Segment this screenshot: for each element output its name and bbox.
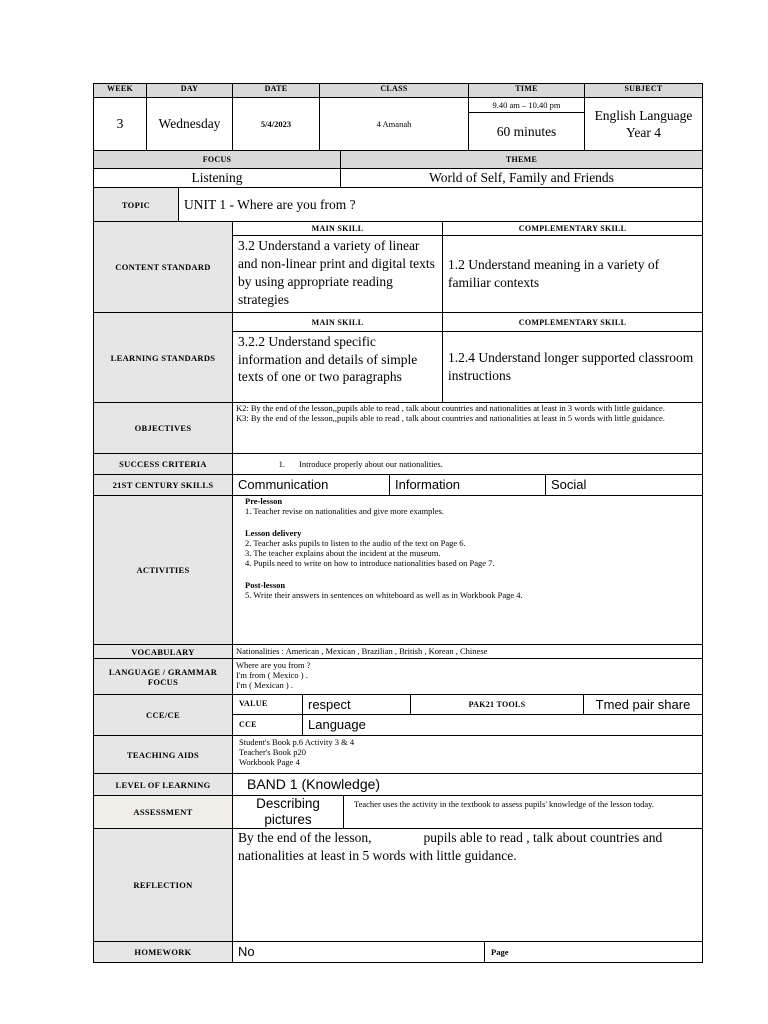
topic-label: TOPIC <box>93 187 179 222</box>
cce-value: Language <box>302 714 703 736</box>
activity-1: 1. Teacher revise on nationalities and give more examples. <box>245 506 444 516</box>
teaching-aid-1: Student's Book p.6 Activity 3 & 4 <box>239 737 355 747</box>
value-value: respect <box>302 694 411 715</box>
level-of-learning-label: LEVEL OF LEARNING <box>93 773 233 796</box>
reflection-value <box>232 828 703 942</box>
content-main-skill-header: MAIN SKILL <box>232 221 443 236</box>
pak21-value: Tmed pair share <box>583 694 703 715</box>
objective-k2: K2: By the end of the lesson,,pupils able to read , talk about countries and nationalities at least in 3 words with little guidance. <box>236 403 665 413</box>
vocabulary-label: VOCABULARY <box>93 644 233 659</box>
duration: 60 minutes <box>468 112 585 151</box>
success-text: Introduce properly about our nationalities. <box>299 459 443 469</box>
value-header: VALUE <box>232 694 303 715</box>
learning-main-skill: 3.2.2 Understand specific information and details of simple texts of one or two paragraphs <box>232 331 443 403</box>
learning-main-skill-header: MAIN SKILL <box>232 312 443 332</box>
cce-ce-label: CCE/CE <box>93 694 233 736</box>
teaching-aid-3: Workbook Page 4 <box>239 757 300 767</box>
objectives-value <box>232 402 703 454</box>
date-header: DATE <box>232 83 320 98</box>
time-range: 9.40 am – 10.40 pm <box>468 97 585 113</box>
class-value: 4 Amanah <box>319 97 469 151</box>
skill-communication: Communication <box>232 474 390 496</box>
activity-4: 4. Pupils need to write on how to introduce nationalities based on Page 7. <box>245 558 495 568</box>
activity-5: 5. Write their answers in sentences on whiteboard as well as in Workbook Page 4. <box>245 590 523 600</box>
objective-k3: K3: By the end of the lesson,,pupils able to read , talk about countries and nationalities at least in 5 words with little guidance. <box>236 413 665 423</box>
success-criteria-value <box>232 453 703 475</box>
time-header: TIME <box>468 83 585 98</box>
cce-header: CCE <box>232 714 303 736</box>
content-standard-label: CONTENT STANDARD <box>93 221 233 313</box>
theme-value: World of Self, Family and Friends <box>340 168 703 188</box>
reflection-label: REFLECTION <box>93 828 233 942</box>
success-number: 1. <box>278 459 285 469</box>
pak21-header: PAK21 TOOLS <box>410 694 584 715</box>
content-comp-skill: 1.2 Understand meaning in a variety of familiar contexts <box>442 235 703 313</box>
activity-2: 2. Teacher asks pupils to listen to the audio of the text on Page 6. <box>245 538 466 548</box>
teaching-aids-value <box>232 735 703 774</box>
week-header: WEEK <box>93 83 147 98</box>
grammar-line-1: Where are you from ? <box>236 660 311 670</box>
grammar-focus-label: LANGUAGE / GRAMMAR FOCUS <box>93 658 233 695</box>
subject-value: English Language Year 4 <box>584 97 703 151</box>
assessment-method: Describing pictures <box>232 795 344 829</box>
grammar-line-2: I'm from ( Mexico ) . <box>236 670 308 680</box>
vocabulary-value: Nationalities : American , Mexican , Brazilian , British , Korean , Chinese <box>232 644 703 659</box>
success-criteria-label: SUCCESS CRITERIA <box>93 453 233 475</box>
day-value: Wednesday <box>146 97 233 151</box>
activity-3: 3. The teacher explains about the incident at the museum. <box>245 548 441 558</box>
subject-header: SUBJECT <box>584 83 703 98</box>
assessment-note: Teacher uses the activity in the textbook to assess pupils' knowledge of the lesson today. <box>343 795 703 829</box>
assessment-label: ASSESSMENT <box>93 795 233 829</box>
homework-label: HOMEWORK <box>93 941 233 963</box>
activities-value <box>232 495 703 645</box>
content-comp-skill-header: COMPLEMENTARY SKILL <box>442 221 703 236</box>
skill-information: Information <box>389 474 546 496</box>
homework-value: No <box>232 941 485 963</box>
learning-comp-skill: 1.2.4 Understand longer supported classroom instructions <box>442 331 703 403</box>
skill-social: Social <box>545 474 703 496</box>
learning-comp-skill-header: COMPLEMENTARY SKILL <box>442 312 703 332</box>
class-header: CLASS <box>319 83 469 98</box>
grammar-focus-value <box>232 658 703 695</box>
activities-label: ACTIVITIES <box>93 495 233 645</box>
pre-lesson-heading: Pre-lesson <box>245 496 283 506</box>
content-main-skill: 3.2 Understand a variety of linear and non-linear print and digital texts by using appropriate reading strategies <box>232 235 443 313</box>
grammar-line-3: I'm ( Mexican ) . <box>236 680 293 690</box>
teaching-aid-2: Teacher's Book p20 <box>239 747 307 757</box>
date-value: 5/4/2023 <box>232 97 320 151</box>
week-value: 3 <box>93 97 147 151</box>
post-lesson-heading: Post-lesson <box>245 580 286 590</box>
learning-standards-label: LEARNING STANDARDS <box>93 312 233 403</box>
level-of-learning-value: BAND 1 (Knowledge) <box>232 773 703 796</box>
focus-value: Listening <box>93 168 341 188</box>
homework-page-label: Page <box>484 941 703 963</box>
focus-header: FOCUS <box>93 150 341 169</box>
lesson-delivery-heading: Lesson delivery <box>245 528 302 538</box>
lesson-plan-table <box>93 83 703 963</box>
teaching-aids-label: TEACHING AIDS <box>93 735 233 774</box>
reflection-part-2: pupils able to read , talk about countries and nationalities at least in 5 words with little guidance. <box>238 830 663 863</box>
theme-header: THEME <box>340 150 703 169</box>
day-header: DAY <box>146 83 233 98</box>
21st-century-skills-label: 21ST CENTURY SKILLS <box>93 474 233 496</box>
reflection-part-1: By the end of the lesson, <box>238 830 372 845</box>
objectives-label: OBJECTIVES <box>93 402 233 454</box>
topic-value: UNIT 1 - Where are you from ? <box>178 187 703 222</box>
